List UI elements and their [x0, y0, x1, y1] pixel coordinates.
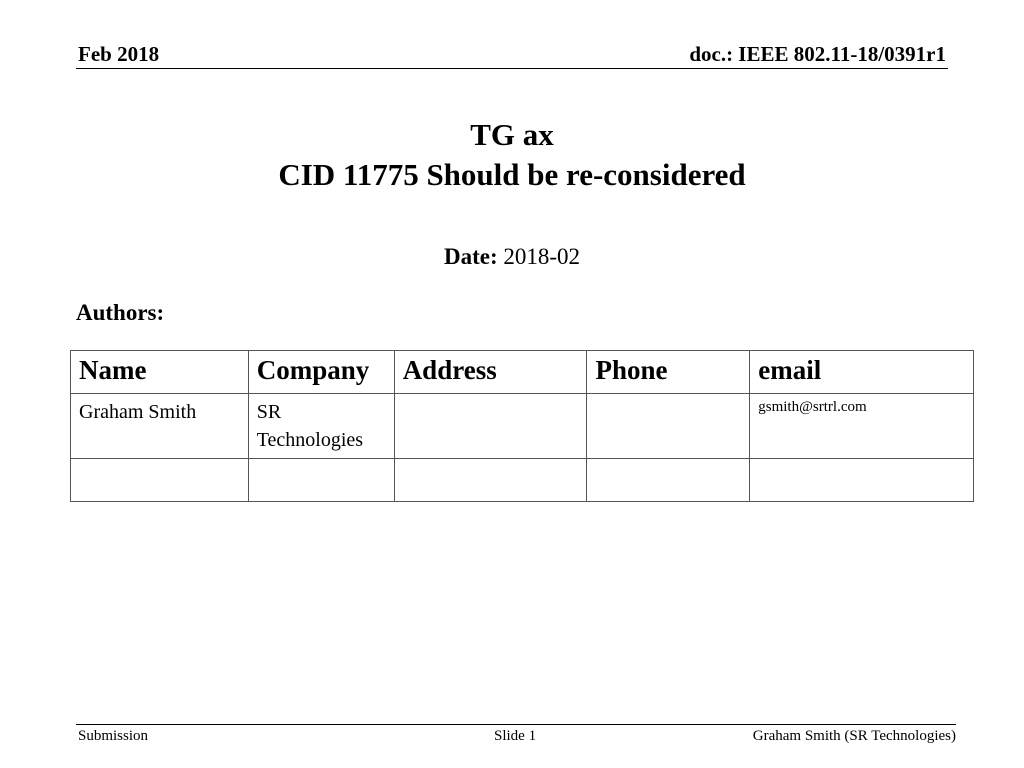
- authors-table: [70, 350, 974, 502]
- cell-name: [71, 459, 249, 502]
- slide-title: [0, 115, 1024, 195]
- cell-email: gsmith@srtrl.com: [750, 394, 974, 459]
- authors-label: Authors:: [76, 300, 165, 325]
- header-address: Address: [394, 351, 587, 394]
- title-line-2: CID 11775 Should be re-considered: [278, 157, 746, 192]
- cell-address: [394, 394, 587, 459]
- title-line-1: TG ax: [470, 117, 554, 152]
- footer-slide-number: Slide 1: [494, 728, 537, 744]
- cell-address: [394, 459, 587, 502]
- header-doc-id: doc.: IEEE 802.11-18/0391r1: [689, 42, 946, 66]
- table-row: [71, 394, 974, 459]
- footer-rule: [76, 724, 956, 725]
- header-rule: [76, 68, 948, 69]
- table-header-row: [71, 351, 974, 394]
- cell-phone: [587, 459, 750, 502]
- cell-name: Graham Smith: [71, 394, 249, 459]
- date-value: 2018-02: [503, 244, 581, 269]
- footer-author: Graham Smith (SR Technologies): [752, 728, 956, 744]
- date-label: Date:: [443, 244, 498, 269]
- footer-submission: Submission: [78, 728, 149, 744]
- header-phone: Phone: [587, 351, 750, 394]
- header-email: email: [750, 351, 974, 394]
- cell-company: SR Technologies: [248, 394, 394, 459]
- header-company: Company: [248, 351, 394, 394]
- header-date: Feb 2018: [78, 42, 160, 66]
- date-line: [0, 244, 1024, 270]
- cell-email: [750, 459, 974, 502]
- cell-phone: [587, 394, 750, 459]
- cell-company: [248, 459, 394, 502]
- table-row: [71, 459, 974, 502]
- header-name: Name: [71, 351, 249, 394]
